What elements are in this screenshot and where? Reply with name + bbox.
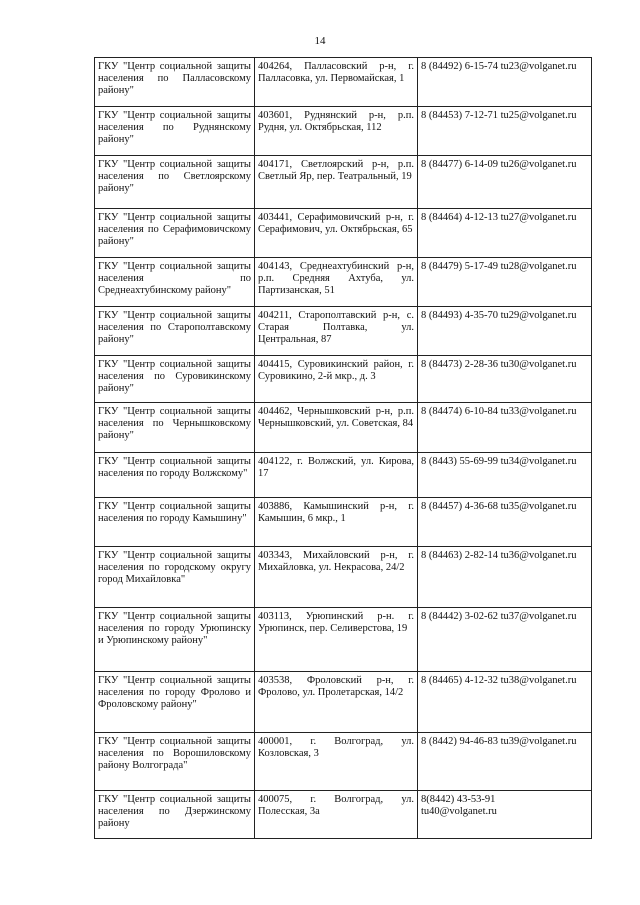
institution-name: ГКУ "Центр социальной защиты населения по Ворошиловскому району Волгограда" (95, 733, 255, 791)
contact-line: 8 (84477) 6-14-09 tu26@volganet.ru (421, 159, 577, 170)
institution-contact (418, 733, 592, 791)
institution-name: ГКУ "Центр социальной защиты населения по Дзержинскому району (95, 791, 255, 839)
institution-address: 404122, г. Волжский, ул. Кирова, 17 (255, 453, 418, 498)
institution-name: ГКУ "Центр социальной защиты населения по Светлоярскому району" (95, 156, 255, 209)
institution-contact (418, 356, 592, 403)
page-number: 14 (314, 35, 326, 47)
institution-name: ГКУ "Центр социальной защиты населения по Палласовскому району" (95, 58, 255, 107)
contact-line: 8 (84453) 7-12-71 tu25@volganet.ru (421, 110, 577, 121)
table-row (95, 156, 592, 209)
table-row (95, 733, 592, 791)
table-row (95, 107, 592, 156)
table-row (95, 356, 592, 403)
table-row (95, 258, 592, 307)
institution-address: 400075, г. Волгоград, ул. Полесская, 3а (255, 791, 418, 839)
institution-address: 404171, Светлоярский р-н, р.п. Светлый Яр, пер. Театральный, 19 (255, 156, 418, 209)
institution-contact (418, 156, 592, 209)
institution-name: ГКУ "Центр социальной защиты населения по городу Камышину" (95, 498, 255, 547)
institution-contact (418, 58, 592, 107)
contact-line: 8(8442) 43-53-91 (421, 794, 496, 805)
institution-name: ГКУ "Центр социальной защиты населения по Руднянскому району" (95, 107, 255, 156)
institution-contact (418, 107, 592, 156)
institution-name: ГКУ "Центр социальной защиты населения по городу Фролово и Фроловскому району" (95, 672, 255, 733)
institution-address: 403601, Руднянский р-н, р.п. Рудня, ул. Октябрьская, 112 (255, 107, 418, 156)
institution-name: ГКУ "Центр социальной защиты населения по городскому округу город Михайловка" (95, 547, 255, 608)
institution-contact (418, 307, 592, 356)
institution-contact (418, 403, 592, 453)
institution-contact (418, 258, 592, 307)
table-row (95, 58, 592, 107)
institution-name: ГКУ "Центр социальной защиты населения по городу Урюпинску и Урюпинскому району" (95, 608, 255, 672)
institution-name: ГКУ "Центр социальной защиты населения по Среднеахтубинскому району" (95, 258, 255, 307)
institution-address: 400001, г. Волгоград, ул. Козловская, 3 (255, 733, 418, 791)
institution-contact (418, 453, 592, 498)
contact-line: 8 (84473) 2-28-36 tu30@volganet.ru (421, 359, 577, 370)
institution-address: 404143, Среднеахтубинский р-н, р.п. Средняя Ахтуба, ул. Партизанская, 51 (255, 258, 418, 307)
contact-line: 8 (8443) 55-69-99 tu34@volganet.ru (421, 456, 577, 467)
contact-line: 8 (84457) 4-36-68 tu35@volganet.ru (421, 501, 577, 512)
contact-line: 8 (84492) 6-15-74 tu23@volganet.ru (421, 61, 577, 72)
institution-contact (418, 608, 592, 672)
contact-line: 8 (84493) 4-35-70 tu29@volganet.ru (421, 310, 577, 321)
table-row (95, 791, 592, 839)
institution-address: 404462, Чернышковский р-н, р.п. Чернышковский, ул. Советская, 84 (255, 403, 418, 453)
institution-contact (418, 672, 592, 733)
table-row (95, 672, 592, 733)
institution-contact (418, 498, 592, 547)
contacts-table (94, 57, 592, 839)
contact-line: 8 (84479) 5-17-49 tu28@volganet.ru (421, 261, 577, 272)
institution-contact (418, 791, 592, 839)
institution-name: ГКУ "Центр социальной защиты населения по Серафимовичскому району" (95, 209, 255, 258)
contact-line: 8 (84464) 4-12-13 tu27@volganet.ru (421, 212, 577, 223)
contact-line: 8 (8442) 94-46-83 tu39@volganet.ru (421, 736, 577, 747)
table-row (95, 498, 592, 547)
institution-name: ГКУ "Центр социальной защиты населения по Старополтавскому району" (95, 307, 255, 356)
contact-line: 8 (84465) 4-12-32 tu38@volganet.ru (421, 675, 577, 686)
institution-address: 403538, Фроловский р-н, г. Фролово, ул. Пролетарская, 14/2 (255, 672, 418, 733)
table-row (95, 307, 592, 356)
institution-name: ГКУ "Центр социальной защиты населения по Чернышковскому району" (95, 403, 255, 453)
institution-address: 403343, Михайловский р-н, г. Михайловка, ул. Некрасова, 24/2 (255, 547, 418, 608)
institution-contact (418, 209, 592, 258)
table-row (95, 453, 592, 498)
contact-line: 8 (84463) 2-82-14 tu36@volganet.ru (421, 550, 577, 561)
contact-line: 8 (84474) 6-10-84 tu33@volganet.ru (421, 406, 577, 417)
institution-address: 403886, Камышинский р-н, г. Камышин, 6 мкр., 1 (255, 498, 418, 547)
institution-address: 404415, Суровикинский район, г. Суровикино, 2-й мкр., д. 3 (255, 356, 418, 403)
institution-contact (418, 547, 592, 608)
institution-address: 403441, Серафимовичский р-н, г. Серафимович, ул. Октябрьская, 65 (255, 209, 418, 258)
institution-address: 404211, Старополтавский р-н, с. Старая Полтавка, ул. Центральная, 87 (255, 307, 418, 356)
table-row (95, 403, 592, 453)
institution-address: 404264, Палласовский р-н, г. Палласовка, ул. Первомайская, 1 (255, 58, 418, 107)
institution-address: 403113, Урюпинский р-н. г. Урюпинск, пер. Селиверстова, 19 (255, 608, 418, 672)
institution-name: ГКУ "Центр социальной защиты населения по Суровикинскому району" (95, 356, 255, 403)
table-row (95, 209, 592, 258)
contact-line-2: tu40@volganet.ru (421, 806, 497, 817)
institution-name: ГКУ "Центр социальной защиты населения по городу Волжскому" (95, 453, 255, 498)
table-row (95, 547, 592, 608)
contact-line: 8 (84442) 3-02-62 tu37@volganet.ru (421, 611, 577, 622)
table-row (95, 608, 592, 672)
